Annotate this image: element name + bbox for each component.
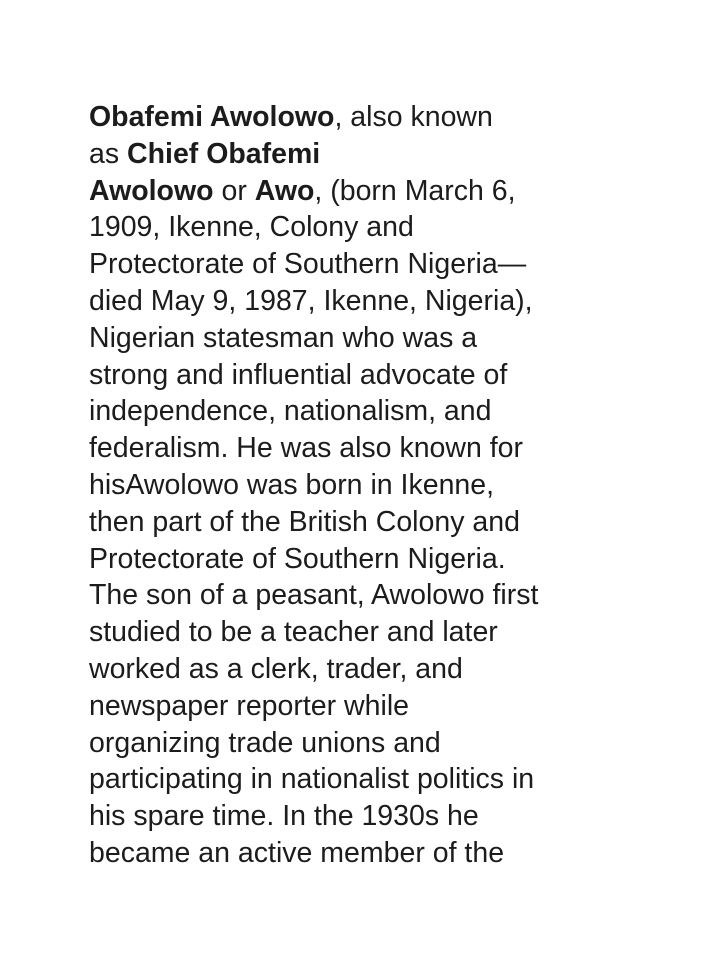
text-segment: 1909, Ikenne, Colony and <box>89 211 414 244</box>
text-line <box>89 136 649 173</box>
bold-term: Chief Obafemi <box>127 137 321 170</box>
text-segment: participating in nationalist politics in <box>89 763 535 796</box>
text-line <box>89 283 649 320</box>
text-line <box>89 393 649 430</box>
text-line <box>89 467 649 504</box>
article-body <box>89 99 649 872</box>
text-line <box>89 320 649 357</box>
bold-term: Obafemi Awolowo <box>89 101 335 133</box>
text-segment: studied to be a teacher and later <box>89 616 498 649</box>
text-segment: then part of the British Colony and <box>89 505 520 538</box>
bold-term: Awolowo <box>89 174 214 207</box>
text-line <box>89 209 649 246</box>
text-segment: The son of a peasant, Awolowo first <box>89 579 539 612</box>
text-segment: worked as a clerk, trader, and <box>89 652 463 685</box>
text-segment: Nigerian statesman who was a <box>89 321 478 354</box>
text-line <box>89 798 649 835</box>
text-line <box>89 173 649 210</box>
text-segment: independence, nationalism, and <box>89 395 492 428</box>
text-segment: strong and influential advocate of <box>89 358 508 391</box>
text-line <box>89 577 649 614</box>
text-line <box>89 430 649 467</box>
text-segment: Protectorate of Southern Nigeria— <box>89 248 527 281</box>
text-line <box>89 835 649 872</box>
text-line <box>89 688 649 725</box>
text-line <box>89 541 649 578</box>
text-segment: hisAwolowo was born in Ikenne, <box>89 468 495 501</box>
bold-term: Awo <box>254 174 315 207</box>
text-segment: Protectorate of Southern Nigeria. <box>89 542 506 575</box>
text-segment: federalism. He was also known for <box>89 432 524 465</box>
text-segment: became an active member of the <box>89 836 505 869</box>
text-line <box>89 725 649 762</box>
text-line <box>89 99 649 136</box>
text-line <box>89 614 649 651</box>
text-segment: his spare time. In the 1930s he <box>89 800 479 833</box>
text-segment: as <box>89 137 128 170</box>
text-segment: or <box>213 174 255 207</box>
text-segment: organizing trade unions and <box>89 726 441 759</box>
text-segment: , also known <box>334 101 493 133</box>
text-line <box>89 504 649 541</box>
text-line <box>89 651 649 688</box>
text-line <box>89 246 649 283</box>
text-segment: newspaper reporter while <box>89 689 409 722</box>
text-line <box>89 357 649 394</box>
text-segment: died May 9, 1987, Ikenne, Nigeria), <box>89 284 533 317</box>
text-segment: , (born March 6, <box>314 174 516 207</box>
text-line <box>89 761 649 798</box>
